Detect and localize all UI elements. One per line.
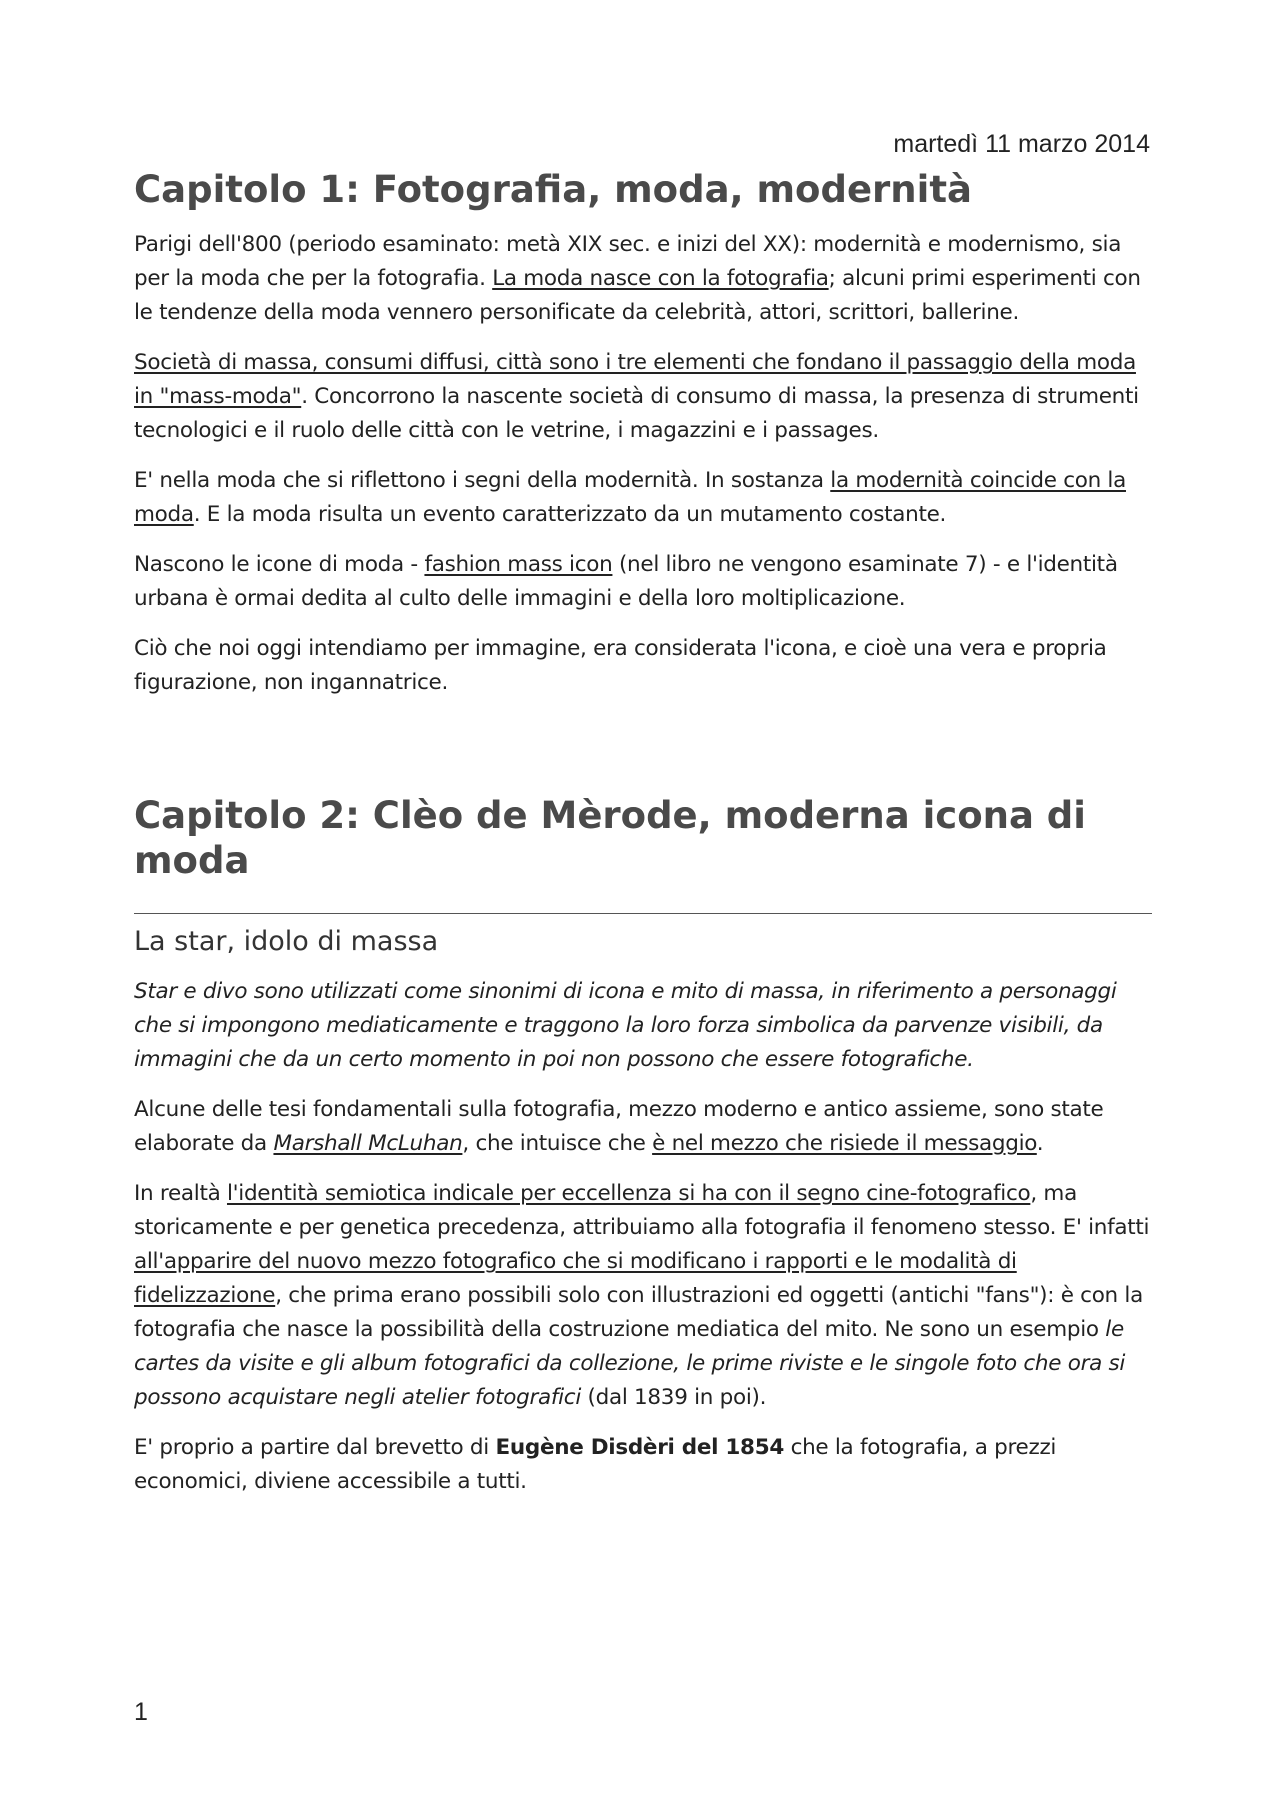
document-content xyxy=(134,168,1154,1515)
italic-text: le cartes da visite e gli album fotografici da collezione, le prime riviste e le singole foto che ora si possono acquistare negli atelier fotografici xyxy=(134,1317,1126,1411)
chapter-2-title: Capitolo 2: Clèo de Mèrode, moderna icona di moda xyxy=(134,794,1086,882)
underlined-text: all'apparire del nuovo mezzo fotografico che si modificano i rapporti e le modalità di fidelizzazione xyxy=(134,1249,1017,1309)
underlined-text: fashion mass icon xyxy=(424,552,613,578)
section-divider xyxy=(134,913,1152,914)
text-run: . E la moda risulta un evento caratterizzato da un mutamento costante. xyxy=(193,502,947,528)
chapter-2-paragraph-3 xyxy=(134,1177,1154,1415)
text-run: Nascono le icone di moda - xyxy=(134,552,425,578)
text-run: In realtà xyxy=(134,1181,227,1207)
underlined-text: Società di massa, consumi diffusi, città sono i tre elementi che fondano il passaggio della moda in "mass-moda" xyxy=(134,350,1136,410)
chapter-2-paragraph-4 xyxy=(134,1431,1154,1499)
section-title: La star, idolo di massa xyxy=(134,926,439,958)
text-run: . xyxy=(1036,1131,1044,1157)
chapter-1-title: Capitolo 1: Fotografia, moda, modernità xyxy=(134,168,972,211)
chapter-1-paragraph-3 xyxy=(134,464,1154,532)
text-run: , che intuisce che xyxy=(462,1131,653,1157)
text-run: Alcune delle tesi fondamentali sulla fotografia, mezzo moderno e antico assieme, sono state elaborate da xyxy=(134,1097,1104,1157)
chapter-2-paragraph-2 xyxy=(134,1093,1154,1161)
bold-text: Eugène Disdèri del 1854 xyxy=(495,1435,785,1461)
underlined-text: La moda nasce con la fotografia xyxy=(492,266,829,292)
text-run: (dal 1839 in poi). xyxy=(581,1385,767,1411)
underlined-italic-text: Marshall McLuhan xyxy=(273,1131,463,1157)
chapter-1-paragraph-2 xyxy=(134,346,1154,448)
text-run: che la fotografia, a prezzi economici, diviene accessibile a tutti. xyxy=(134,1435,1057,1495)
text-run: E' nella moda che si riflettono i segni della modernità. In sostanza xyxy=(134,468,831,494)
text-run: Parigi dell'800 (periodo esaminato: metà XIX sec. e inizi del XX): modernità e modernismo, sia per la moda che per la fotografia. xyxy=(134,232,1122,292)
text-run: ; alcuni primi esperimenti con le tendenze della moda vennero personificate da celebrità, attori, scrittori, ballerine. xyxy=(134,266,1141,326)
text-run: Ciò che noi oggi intendiamo per immagine, era considerata l'icona, e cioè una vera e propria figurazione, non ingannatrice. xyxy=(134,636,1107,696)
chapter-2-paragraph-1 xyxy=(134,975,1154,1077)
text-run: E' proprio a partire dal brevetto di xyxy=(134,1435,496,1461)
text-run: , ma storicamente e per genetica precedenza, attribuiamo alla fotografia il fenomeno stesso. E' infatti xyxy=(134,1181,1150,1241)
chapter-1-paragraph-4 xyxy=(134,548,1154,616)
italic-text: Star e divo sono utilizzati come sinonimi di icona e mito di massa, in riferimento a personaggi che si impongono mediaticamente e traggono la loro forza simbolica da parvenze visibili, da immagini che da un certo momento in poi non possono che essere fotografiche. xyxy=(134,979,1117,1073)
underlined-text: l'identità semiotica indicale per eccellenza si ha con il segno cine-fotografico xyxy=(226,1181,1031,1207)
chapter-1-paragraph-1 xyxy=(134,228,1154,330)
underlined-text: la modernità coincide con la moda xyxy=(134,468,1126,528)
text-run: . Concorrono la nascente società di consumo di massa, la presenza di strumenti tecnologici e il ruolo delle città con le vetrine, i magazzini e i passages. xyxy=(134,384,1139,444)
chapter-1-paragraph-5 xyxy=(134,632,1154,700)
text-run: (nel libro ne vengono esaminate 7) - e l'identità urbana è ormai dedita al culto delle immagini e della loro moltiplicazione. xyxy=(134,552,1118,612)
text-run: , che prima erano possibili solo con illustrazioni ed oggetti (antichi "fans"): è con la fotografia che nasce la possibilità della costruzione mediatica del mito. Ne sono un esempio xyxy=(134,1283,1143,1343)
document-date: martedì 11 marzo 2014 xyxy=(893,130,1150,158)
underlined-text: è nel mezzo che risiede il messaggio xyxy=(652,1131,1037,1157)
page-number: 1 xyxy=(134,1698,148,1726)
